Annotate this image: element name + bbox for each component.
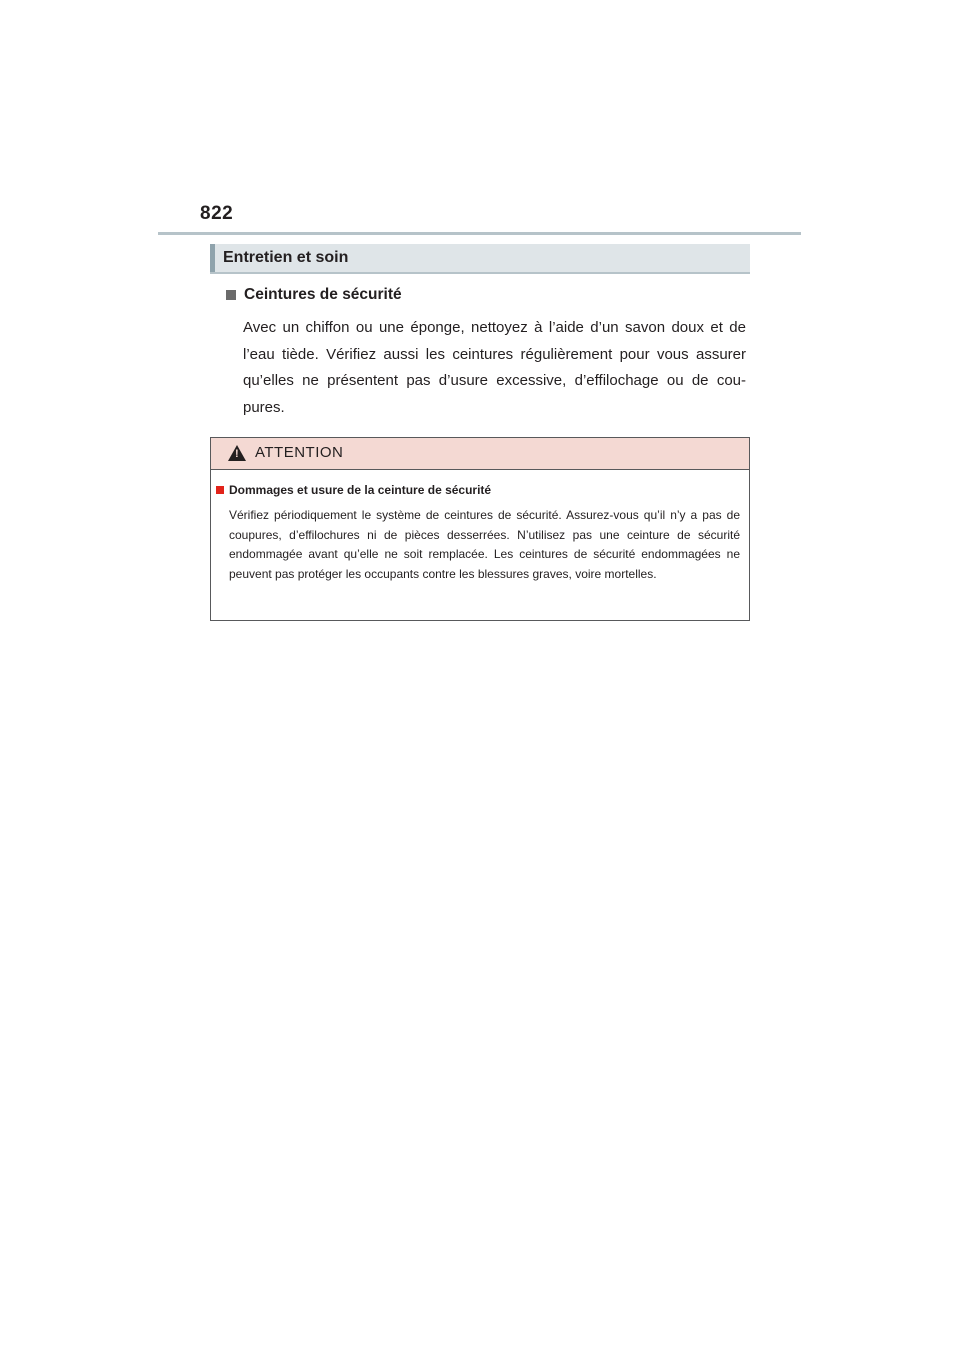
section-title: Entretien et soin	[223, 249, 349, 266]
warning-heading	[216, 483, 491, 497]
subsection-title: Ceintures de sécurité	[244, 286, 402, 303]
red-square-bullet-icon	[216, 486, 224, 494]
header-rule	[158, 232, 801, 235]
warning-title: ATTENTION	[255, 444, 344, 461]
warning-box	[210, 437, 750, 621]
warning-text: Vérifiez périodiquement le système de ceintures de sécurité. Assurez-vous qu’il n’y a pas de coupures, d’effilochures ni de pièces desserrées. N’utilisez pas une ceinture de sécurité endommagée avant qu’elle ne soit remplacée. Les ceintures de sécurité endommagées ne peuvent pas protéger les occupants contre les blessures graves, voire mortelles.	[229, 508, 740, 581]
warning-header	[211, 438, 749, 470]
subsection-body: Avec un chiffon ou une éponge, nettoyez à l’aide d’un savon doux et de l’eau tiède. Vérifiez aussi les ceintures régulièrement pour vous assurer qu’elles ne présentent pas d’usure excessive, d’effilochage ou de cou-pures.	[243, 319, 746, 416]
subsection-heading	[226, 286, 402, 304]
square-bullet-icon	[226, 290, 236, 300]
page-number: 822	[200, 203, 234, 224]
section-header	[210, 244, 750, 274]
warning-triangle-icon: !	[228, 445, 246, 461]
warning-heading-text: Dommages et usure de la ceinture de sécurité	[229, 483, 492, 497]
